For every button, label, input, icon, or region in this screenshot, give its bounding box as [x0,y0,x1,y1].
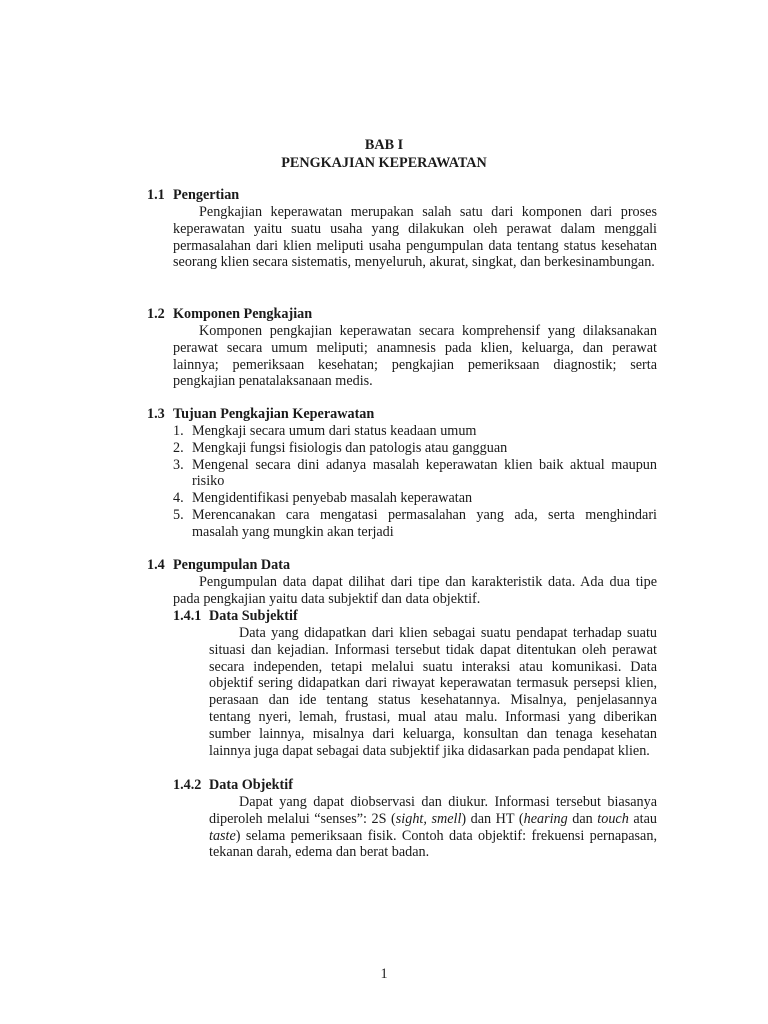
italic-term: touch [597,810,629,827]
section-title: Komponen Pengkajian [173,306,313,322]
section-paragraph-pengertian [173,204,657,271]
list-item: 3. Mengenal secara dini adanya masalah keperawatan klien baik aktual maupun risiko [173,456,657,490]
section-title: Tujuan Pengkajian Keperawatan [173,406,375,422]
subsection-title: Data Objektif [209,777,293,793]
section-number: 1.1 [147,187,165,203]
goals-list [173,423,657,541]
subsection-paragraph-objektif: Dapat yang dapat diobservasi dan diukur. Informasi tersebut biasanya diperoleh melalui “senses”: 2S (sight, smell) dan HT (hearing dan touch atau taste) selama pemeriksaan fisik. Contoh data objektif: frekuensi pernapasan, tekanan darah, edema dan berat badan. [209,794,657,861]
section-number: 1.2 [147,306,165,322]
section-heading-pengertian [147,187,239,204]
section-heading-komponen [147,306,312,323]
subsection-heading-subjektif [173,608,298,625]
paragraph-text: Pengumpulan data dapat dilihat dari tipe dan karakteristik data. Ada dua tipe pada pengkajian yaitu data subjektif dan data objektif. [173,574,657,607]
chapter-label: BAB I [364,137,404,153]
list-item: 4. Mengidentifikasi penyebab masalah keperawatan [173,490,473,507]
paragraph-text: Pengkajian keperawatan merupakan salah satu dari komponen dari proses keperawatan yaitu suatu usaha yang dilakukan oleh perawat dalam menggali permasalahan dari klien meliputi usaha pengumpulan data tentang status kesehatan seorang klien secara sistematis, menyeluruh, akurat, singkat, dan berkesinambungan. [173,204,657,271]
paragraph-text: Data yang didapatkan dari klien sebagai suatu pendapat terhadap suatu situasi dan kejadian. Informasi tersebut tidak dapat ditentukan oleh perawat secara independen, tetapi melalui suatu interaksi atau komunikasi. Data objektif sering didapatkan dari riwayat keperawatan termasuk persepsi klien, perasaan dan ide tentang status kesehatannya. Misalnya, penjelasannya tentang nyeri, lemah, frustasi, mual atau malu. Informasi yang diberikan sumber lainnya, misalnya dari keluarga, konsultan dan tenaga kesehatan lainnya juga dapat sebagai data subjektif jika didasarkan pada pendapat klien. [209,625,657,759]
section-number: 1.3 [147,406,165,422]
section-title: Pengumpulan Data [173,557,291,573]
section-heading-tujuan [147,406,374,423]
section-paragraph-komponen [173,323,657,390]
subsection-number: 1.4.1 [173,608,202,624]
subsection-title: Data Subjektif [209,608,298,624]
italic-term: taste [209,827,236,844]
section-heading-pengumpulan [147,557,290,574]
subsection-paragraph-subjektif [209,625,657,759]
section-title: Pengertian [173,187,240,203]
italic-term: hearing [523,810,568,827]
list-item: 1. Mengkaji secara umum dari status keadaan umum [173,423,477,439]
list-item: 5. Merencanakan cara mengatasi permasalahan yang ada, serta menghindari masalah yang mungkin akan terjadi [173,506,657,540]
page-number: 1 [380,966,388,982]
italic-term: sight, smell [395,810,462,827]
section-number: 1.4 [147,557,165,573]
section-paragraph-pengumpulan [173,574,657,608]
subsection-number: 1.4.2 [173,777,202,793]
paragraph-text: Komponen pengkajian keperawatan secara komprehensif yang dilaksanakan perawat secara umum meliputi; anamnesis pada klien, keluarga, dan perawat lainnya; pemeriksaan kesehatan; pengkajian pemeriksaan diagnostik; serta pengkajian penatalaksanaan medis. [173,323,657,390]
list-item: 2. Mengkaji fungsi fisiologis dan patologis atau gangguan [173,439,508,456]
subsection-heading-objektif [173,777,293,794]
chapter-title: PENGKAJIAN KEPERAWATAN [281,155,487,171]
